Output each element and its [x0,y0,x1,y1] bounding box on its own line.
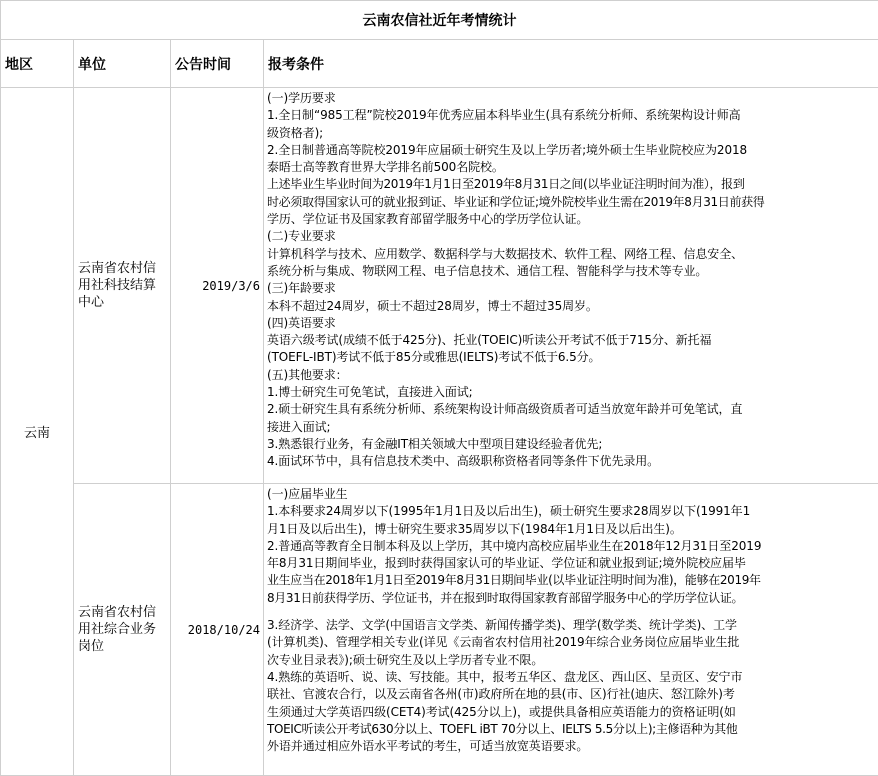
condition-line: 学历、学位证书及国家教育部留学服务中心的学历学位认证。 [267,211,875,228]
condition-line: (一)学历要求 [267,90,875,107]
condition-line: (TOEFL-IBT)考试不低于85分或雅思(IELTS)考试不低于6.5分。 [267,349,875,366]
date-cell: 2019/3/6 [171,88,264,484]
unit-line: 用社科技结算 [78,277,166,294]
condition-line: 2.普通高等教育全日制本科及以上学历，其中境内高校应届毕业生在2018年12月31日至2019 [267,538,875,555]
condition-line: (计算机类)、管理学相关专业(详见《云南省农村信用社2019年综合业务岗位应届毕业生批 [267,634,875,651]
condition-line: (一)应届毕业生 [267,486,875,503]
unit-cell [74,88,171,484]
condition-line: 1.博士研究生可免笔试，直接进入面试; [267,384,875,401]
condition-line: 英语六级考试(成绩不低于425分)、托业(TOEIC)听读公开考试不低于715分、新托福 [267,332,875,349]
condition-line: 8月31日前获得学历、学位证书，并在报到时取得国家教育部留学服务中心的学历学位认证。 [267,590,875,607]
condition-line: 生须通过大学英语四级(CET4)考试(425分以上)，或提供具备相应英语能力的资格证明(如 [267,704,875,721]
header-region: 地区 [1,40,74,88]
condition-line: 3.熟悉银行业务，有金融IT相关领域大中型项目建设经验者优先; [267,436,875,453]
header-row [1,40,878,88]
unit-line: 岗位 [78,638,166,655]
condition-line: 4.面试环节中，具有信息技术类中、高级职称资格者同等条件下优先录用。 [267,453,875,470]
unit-line: 中心 [78,294,166,311]
condition-line: 泰晤士高等教育世界大学排名前500名院校。 [267,159,875,176]
condition-line: 上述毕业生毕业时间为2019年1月1日至2019年8月31日之间(以毕业证注明时间为准），报到 [267,176,875,193]
condition-line: 1.本科要求24周岁以下(1995年1月1日及以后出生)，硕士研究生要求28周岁以下(1991年1 [267,503,875,520]
condition-line: (二)专业要求 [267,228,875,245]
unit-cell [74,484,171,776]
table-title: 云南农信社近年考情统计 [1,1,878,40]
table-row [1,484,878,776]
header-unit: 单位 [74,40,171,88]
condition-line: 年8月31日期间毕业，报到时获得国家认可的毕业证、学位证和就业报到证;境外院校应届毕 [267,555,875,572]
table-row [1,88,878,484]
conditions-cell [264,88,878,484]
condition-line: 2.硕士研究生具有系统分析师、系统架构设计师高级资质者可适当放宽年龄并可免笔试，直 [267,401,875,418]
title-row [1,1,878,40]
conditions-cell [264,484,878,776]
condition-line: (三)年龄要求 [267,280,875,297]
condition-line: 计算机科学与技术、应用数学、数据科学与大数据技术、软件工程、网络工程、信息安全、 [267,246,875,263]
condition-line: 系统分析与集成、物联网工程、电子信息技术、通信工程、智能科学与技术等专业。 [267,263,875,280]
unit-line: 云南省农村信 [78,604,166,621]
condition-line: 外语并通过相应外语水平考试的考生，可适当放宽英语要求。 [267,738,875,755]
condition-line: 月1日及以后出生)，博士研究生要求35周岁以下(1984年1月1日及以后出生)。 [267,521,875,538]
condition-line: 4.熟练的英语听、说、读、写技能。其中，报考五华区、盘龙区、西山区、呈贡区、安宁市 [267,669,875,686]
condition-line: (五)其他要求： [267,367,875,384]
region-cell: 云南 [1,88,74,776]
condition-line: 业生应当在2018年1月1日至2019年8月31日期间毕业(以毕业证注明时间为准)，能够在2019年 [267,572,875,589]
condition-line: 次专业目录表》);硕士研究生及以上学历者专业不限。 [267,652,875,669]
condition-line: 级资格者); [267,125,875,142]
date-cell: 2018/10/24 [171,484,264,776]
condition-line: 1.全日制“985工程”院校2019年优秀应届本科毕业生(具有系统分析师、系统架构设计师高 [267,107,875,124]
condition-line: 3.经济学、法学、文学(中国语言文学类、新闻传播学类)、理学(数学类、统计学类)、工学 [267,617,875,634]
condition-line [267,607,875,617]
condition-line: 本科不超过24周岁，硕士不超过28周岁，博士不超过35周岁。 [267,298,875,315]
unit-line: 用社综合业务 [78,621,166,638]
unit-line: 云南省农村信 [78,260,166,277]
header-date: 公告时间 [171,40,264,88]
condition-line: TOEIC听读公开考试630分以上、TOEFL iBT 70分以上、IELTS 5.5分以上);主修语种为其他 [267,721,875,738]
header-conditions: 报考条件 [264,40,878,88]
condition-line: 联社、官渡农合行，以及云南省各州(市)政府所在地的县(市、区)行社(迪庆、怒江除外)考 [267,686,875,703]
condition-line: 时必须取得国家认可的就业报到证、毕业证和学位证;境外院校毕业生需在2019年8月31日前获得 [267,194,875,211]
condition-line: (四)英语要求 [267,315,875,332]
condition-line: 接进入面试; [267,419,875,436]
condition-line: 2.全日制普通高等院校2019年应届硕士研究生及以上学历者;境外硕士生毕业院校应为2018 [267,142,875,159]
